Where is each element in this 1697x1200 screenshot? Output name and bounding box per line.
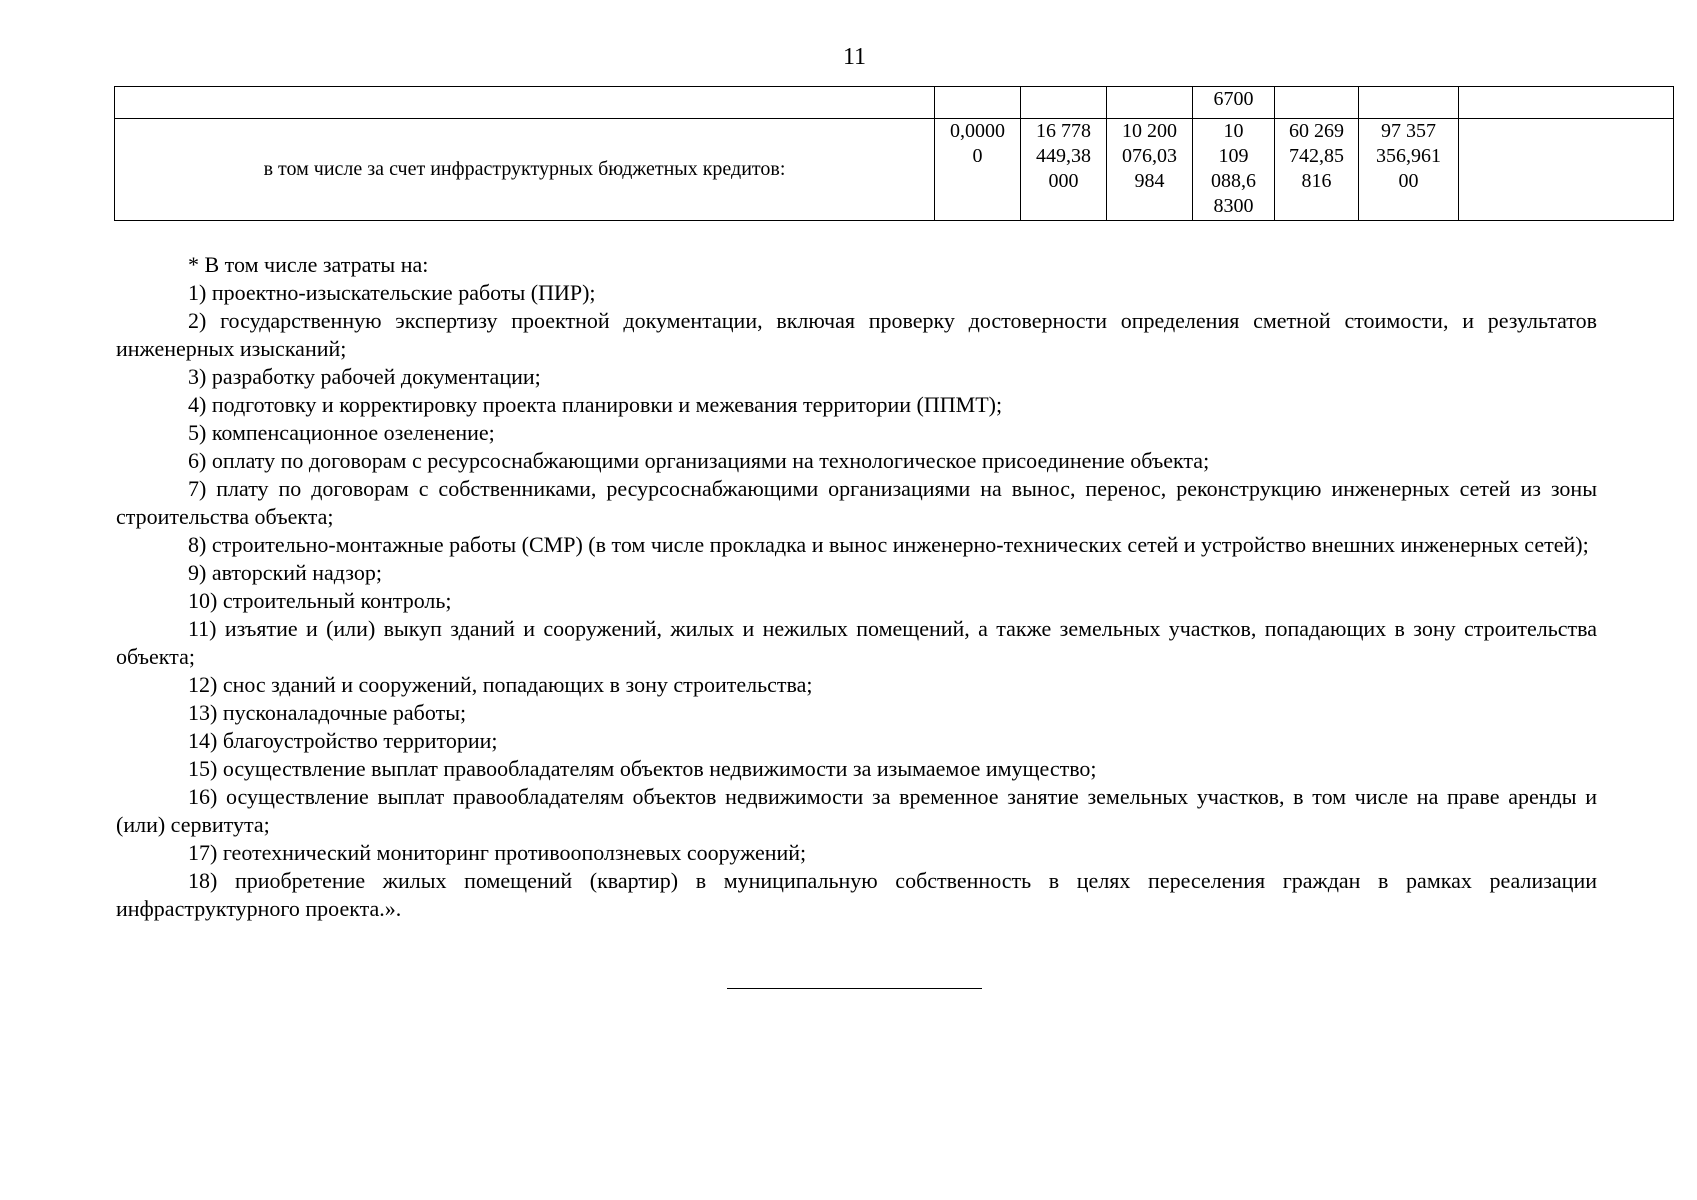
table-cell (1459, 119, 1674, 221)
footnote-item: 8) строительно-монтажные работы (СМР) (в том числе прокладка и вынос инженерно-технических сетей и устройство внешних инженерных сетей); (188, 532, 1589, 557)
footnote-item: 1) проектно-изыскательские работы (ПИР); (188, 280, 596, 305)
row-label (115, 87, 935, 119)
footnote-intro: * В том числе затраты на: (188, 252, 429, 277)
table-cell: 10 200 076,03 984 (1107, 119, 1193, 221)
footnote-item: 16) осуществление выплат правообладателям объектов недвижимости за временное занятие земельных участков, в том числе на праве аренды и (или) сервитута; (116, 784, 1597, 837)
table-cell: 10 109 088,6 8300 (1193, 119, 1275, 221)
table-cell: 0,0000 0 (935, 119, 1021, 221)
footnote-item: 4) подготовку и корректировку проекта планировки и межевания территории (ППМТ); (188, 392, 1003, 417)
table-cell (1459, 87, 1674, 119)
footnote-item: 5) компенсационное озеленение; (188, 420, 495, 445)
table-cell (1021, 87, 1107, 119)
footnote-item: 3) разработку рабочей документации; (188, 364, 541, 389)
footnote-item: 9) авторский надзор; (188, 560, 382, 585)
closing-rule (727, 988, 982, 989)
footnote-item: 12) снос зданий и сооружений, попадающих в зону строительства; (188, 672, 813, 697)
footnote-item: 18) приобретение жилых помещений (квартир) в муниципальную собственность в целях переселения граждан в рамках реализации инфраструктурного проекта.». (116, 868, 1597, 921)
footnote-item: 17) геотехнический мониторинг противооползневых сооружений; (188, 840, 807, 865)
footnote-item: 14) благоустройство территории; (188, 728, 498, 753)
table-cell (935, 87, 1021, 119)
footnote-item: 2) государственную экспертизу проектной документации, включая проверку достоверности определения сметной стоимости, и результатов инженерных изысканий; (116, 308, 1597, 361)
footnote-item: 7) плату по договорам с собственниками, ресурсоснабжающими организациями на вынос, перенос, реконструкцию инженерных сетей из зоны строительства объекта; (116, 476, 1597, 529)
footnote-list (116, 251, 1597, 923)
table-cell: 6700 (1193, 87, 1275, 119)
table-cell: 60 269 742,85 816 (1275, 119, 1359, 221)
budget-table (114, 86, 1674, 221)
table-cell (1359, 87, 1459, 119)
table-row (115, 119, 1674, 221)
footnote-item: 13) пусконаладочные работы; (188, 700, 467, 725)
table-cell (1275, 87, 1359, 119)
table-cell (1107, 87, 1193, 119)
page-number: 11 (842, 44, 867, 70)
table-cell: 16 778 449,38 000 (1021, 119, 1107, 221)
table-cell: 97 357 356,961 00 (1359, 119, 1459, 221)
footnote-item: 11) изъятие и (или) выкуп зданий и сооружений, жилых и нежилых помещений, а также земельных участков, попадающих в зону строительства объекта; (116, 616, 1597, 669)
footnote-item: 15) осуществление выплат правообладателям объектов недвижимости за изымаемое имущество; (188, 756, 1097, 781)
table-row (115, 87, 1674, 119)
footnote-item: 10) строительный контроль; (188, 588, 452, 613)
row-label: в том числе за счет инфраструктурных бюджетных кредитов: (115, 119, 935, 221)
footnote-item: 6) оплату по договорам с ресурсоснабжающими организациями на технологическое присоединение объекта; (188, 448, 1210, 473)
